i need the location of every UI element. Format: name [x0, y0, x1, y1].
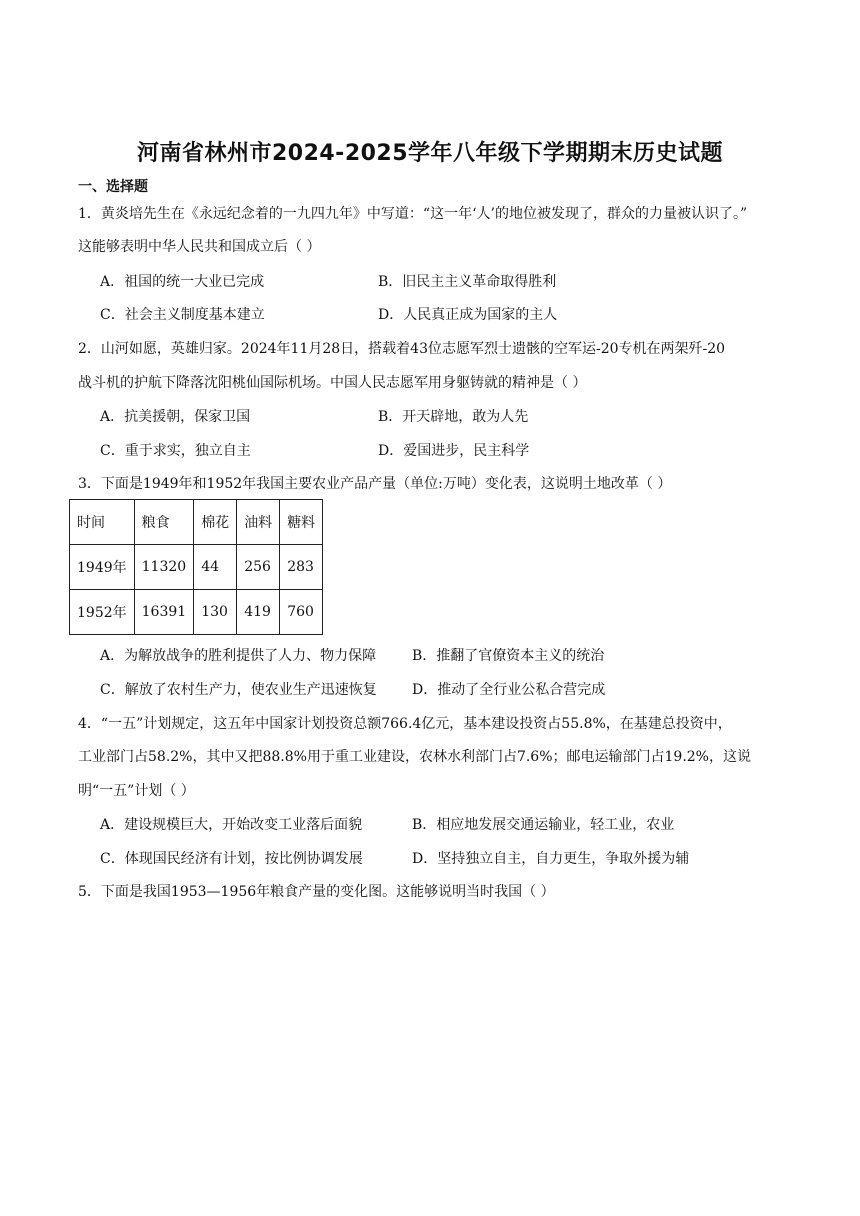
table-header-cell: 时间	[70, 500, 135, 545]
table-cell: 11320	[134, 545, 194, 590]
question-2-option-c: C．重于求实，独立自主	[100, 443, 251, 459]
question-4-stem-line-3: 明“一五”计划（ ）	[78, 783, 195, 799]
table-row	[70, 545, 323, 590]
question-3-option-b: B．推翻了官僚资本主义的统治	[412, 648, 605, 664]
table-cell: 419	[237, 590, 280, 635]
question-5-stem-line-1: 5．下面是我国1953—1956年粮食产量的变化图。这能够说明当时我国（ ）	[78, 884, 555, 900]
table-cell: 760	[280, 590, 323, 635]
question-1-stem-line-1: 1．黄炎培先生在《永远纪念着的一九四九年》中写道：“这一年‘人’的地位被发现了，群众的力量被认识了。”	[78, 206, 748, 222]
section-heading: 一、选择题	[78, 179, 148, 195]
question-4-option-d: D．坚持独立自主，自力更生，争取外援为辅	[412, 851, 690, 867]
table-row	[70, 590, 323, 635]
question-4-option-b: B．相应地发展交通运输业，轻工业，农业	[412, 817, 675, 833]
question-1-stem-line-2: 这能够表明中华人民共和国成立后（ ）	[78, 239, 321, 255]
table-cell: 44	[194, 545, 237, 590]
question-3-stem-line-1: 3．下面是1949年和1952年我国主要农业产品产量（单位:万吨）变化表，这说明土地改革（ ）	[78, 476, 672, 492]
question-4-stem-line-2: 工业部门占58.2%，其中又把88.8%用于重工业建设，农林水利部门占7.6%；邮电运输部门占19.2%，这说	[78, 749, 751, 765]
question-2-option-d: D．爱国进步，民主科学	[378, 443, 530, 459]
production-table	[69, 499, 323, 635]
question-2-option-b: B．开天辟地，敢为人先	[378, 409, 529, 425]
table-header-cell: 油料	[237, 500, 280, 545]
table-header-row	[70, 500, 323, 545]
question-1-option-d: D．人民真正成为国家的主人	[378, 307, 558, 323]
table-header-cell: 粮食	[134, 500, 194, 545]
table-header-cell: 棉花	[194, 500, 237, 545]
table-header-cell: 糖料	[280, 500, 323, 545]
question-2-option-a: A．抗美援朝，保家卫国	[100, 409, 251, 425]
question-3-option-c: C．解放了农村生产力，使农业生产迅速恢复	[100, 682, 377, 698]
question-4-option-a: A．建设规模巨大，开始改变工业落后面貌	[100, 817, 363, 833]
question-1-option-a: A．祖国的统一大业已完成	[100, 274, 265, 290]
exam-title: 河南省林州市2024-2025学年八年级下学期期末历史试题	[136, 141, 724, 166]
question-2-stem-line-2: 战斗机的护航下降落沈阳桃仙国际机场。中国人民志愿军用身躯铸就的精神是（ ）	[78, 375, 587, 391]
table-cell: 1952年	[70, 590, 135, 635]
question-3-option-a: A．为解放战争的胜利提供了人力、物力保障	[100, 648, 377, 664]
question-1-option-c: C．社会主义制度基本建立	[100, 307, 265, 323]
table-cell: 16391	[134, 590, 194, 635]
question-3-option-d: D．推动了全行业公私合营完成	[412, 682, 606, 698]
table-cell: 1949年	[70, 545, 135, 590]
table-cell: 283	[280, 545, 323, 590]
question-4-option-c: C．体现国民经济有计划，按比例协调发展	[100, 851, 363, 867]
question-2-stem-line-1: 2．山河如愿，英雄归家。2024年11月28日，搭载着43位志愿军烈士遗骸的空军运-20专机在两架歼-20	[78, 341, 726, 357]
table-cell: 130	[194, 590, 237, 635]
question-4-stem-line-1: 4．“一五”计划规定，这五年中国家计划投资总额766.4亿元，基本建设投资占55.8%，在基建总投资中，	[78, 716, 732, 732]
table-cell: 256	[237, 545, 280, 590]
question-1-option-b: B．旧民主主义革命取得胜利	[378, 274, 557, 290]
